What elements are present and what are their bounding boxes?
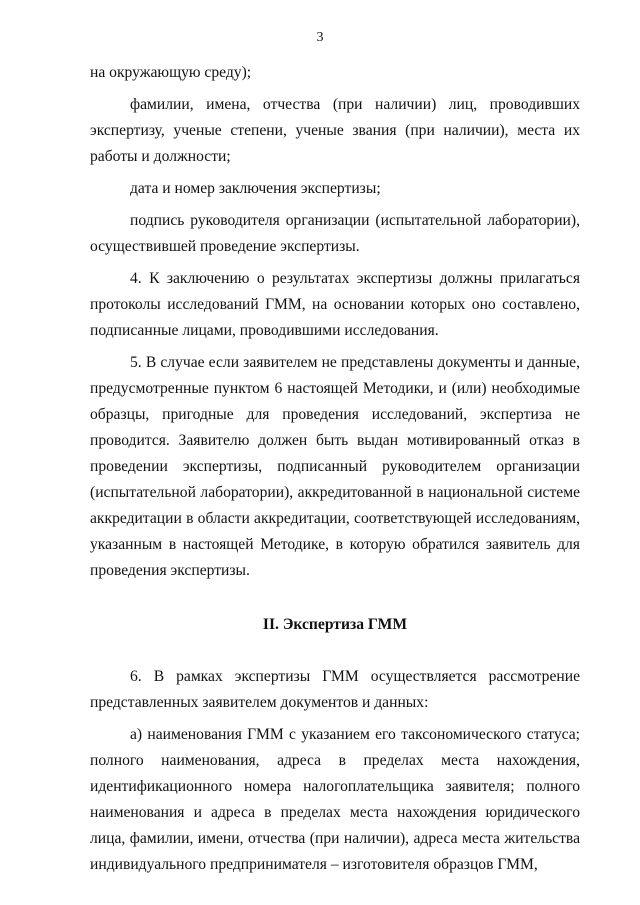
- paragraph-item-5: 5. В случае если заявителем не представлены документы и данные, предусмотренные пунктом 6 настоящей Методики, и (или) необходимые образцы, пригодные для проведения исследований, экспертиза не проводится. Заявителю должен быть выдан мотивированный отказ в проведении экспертизы, подписанный руководителем организации (испытательной лаборатории), аккредитованной в национальной системе аккредитации в области аккредитации, соответствующей исследованиям, указанным в настоящей Методике, в которую обратился заявитель для проведения экспертизы.: [90, 354, 580, 579]
- paragraph-item-4: 4. К заключению о результатах экспертизы должны прилагаться протоколы исследований ГММ, на основании которых оно составлено, подписанные лицами, проводившими исследования.: [90, 270, 580, 339]
- document-body: [90, 60, 580, 884]
- paragraph-item-6: 6. В рамках экспертизы ГММ осуществляется рассмотрение представленных заявителем документов и данных:: [90, 668, 580, 711]
- paragraph-continuation: на окружающую среду);: [90, 64, 252, 81]
- page-number: 3: [316, 30, 324, 45]
- paragraph-date-number: дата и номер заключения экспертизы;: [130, 180, 381, 197]
- section-heading: II. Экспертиза ГММ: [262, 616, 408, 633]
- paragraph-signature: подпись руководителя организации (испытательной лаборатории), осуществившей проведение экспертизы.: [90, 212, 580, 255]
- paragraph-names-of-experts: фамилии, имена, отчества (при наличии) лиц, проводивших экспертизу, ученые степени, ученые звания (при наличии), места их работы и должности;: [90, 96, 580, 165]
- paragraph-item-6a: а) наименования ГММ с указанием его таксономического статуса; полного наименования, адреса в пределах места нахождения, идентификационного номера налогоплательщика заявителя; полного наименования и адреса в пределах места нахождения юридического лица, фамилии, имени, отчества (при наличии), адреса места жительства индивидуального предпринимателя – изготовителя образцов ГММ,: [90, 726, 580, 873]
